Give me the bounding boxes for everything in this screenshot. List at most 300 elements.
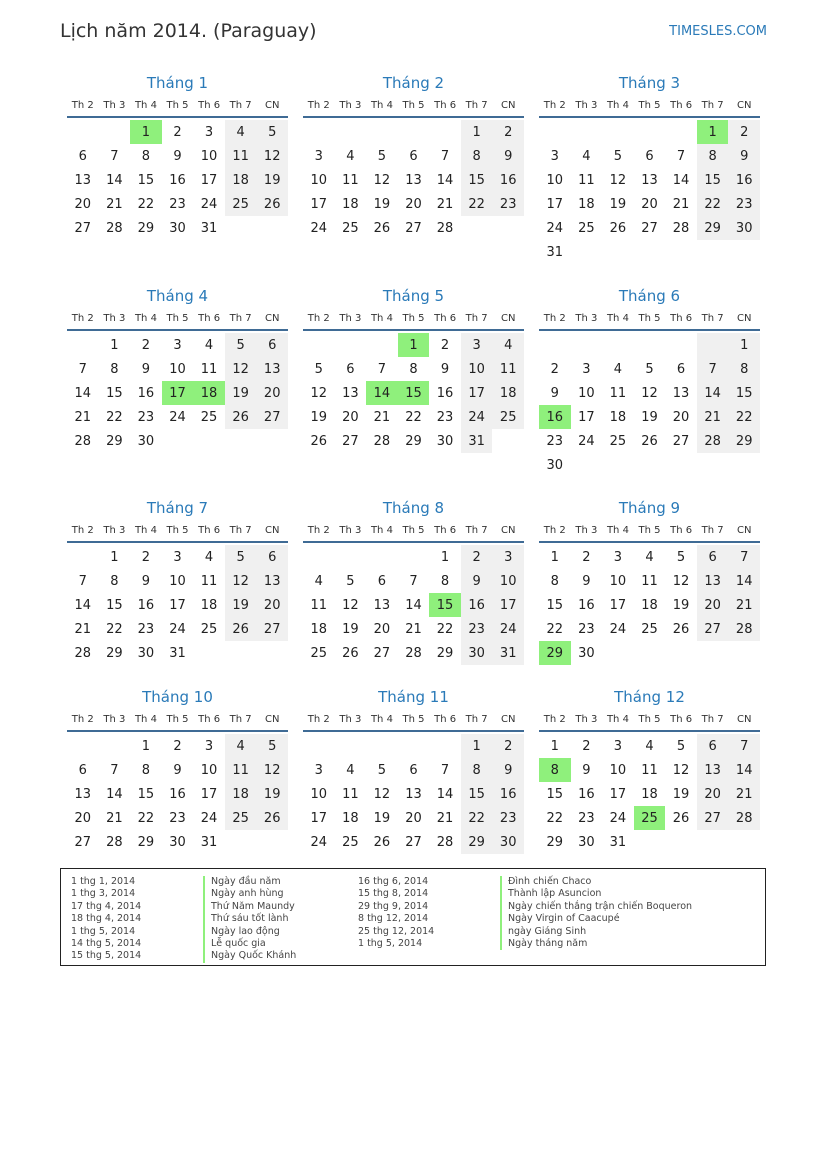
day-grid — [303, 333, 524, 453]
day-cell: 20 — [697, 782, 729, 806]
month-name: Tháng 6 — [618, 287, 681, 305]
empty-cell — [665, 641, 697, 665]
day-cell: 16 — [578, 597, 595, 613]
weekday-label: Th 3 — [575, 99, 598, 111]
day-cell: 12 — [672, 762, 690, 778]
empty-cell — [303, 734, 335, 758]
day-cell: 21 — [373, 409, 391, 425]
day-cell: 7 — [409, 573, 418, 589]
weekday-label: Th 4 — [606, 524, 629, 536]
day-cell: 9 — [461, 569, 493, 593]
day-cell: 4 — [346, 148, 355, 164]
month-block — [67, 495, 288, 665]
day-cell: 11 — [578, 172, 595, 188]
weekday-header — [539, 94, 760, 118]
day-cell: 13 — [672, 385, 690, 401]
day-cell: 1 — [550, 738, 559, 754]
day-cell: 24 — [200, 810, 218, 826]
day-cell: 21 — [728, 593, 760, 617]
day-cell: 30 — [578, 645, 595, 661]
empty-cell — [634, 240, 666, 264]
day-cell: 7 — [440, 762, 450, 778]
day-cell: 23 — [578, 621, 595, 637]
day-cell: 24 — [310, 834, 328, 850]
weekday-header — [539, 307, 760, 331]
weekday-label: Th 6 — [434, 524, 457, 536]
day-cell: 13 — [74, 786, 92, 802]
weekday-label: Th 3 — [103, 713, 126, 725]
legend-holiday-name: Ngày đầu năm — [203, 876, 296, 888]
day-cell: 3 — [461, 333, 493, 357]
empty-cell — [429, 734, 461, 758]
empty-cell — [571, 333, 603, 357]
brand-link[interactable]: TIMESLES.COM — [669, 24, 767, 39]
weekday-label: Th 2 — [543, 312, 566, 324]
day-cell: 21 — [74, 621, 92, 637]
day-cell: 18 — [641, 597, 658, 613]
day-cell: 30 — [461, 641, 493, 665]
day-cell: 5 — [377, 148, 387, 164]
weekday-label: Th 7 — [701, 713, 724, 725]
day-cell: 17 — [461, 381, 493, 405]
day-cell: 8 — [409, 361, 418, 377]
day-cell: 29 — [436, 645, 454, 661]
day-cell: 27 — [256, 617, 288, 641]
day-cell: 9 — [141, 361, 151, 377]
day-cell: 21 — [106, 196, 123, 212]
day-cell: 26 — [256, 806, 288, 830]
weekday-label: Th 4 — [134, 312, 157, 324]
day-cell: 1 — [141, 738, 151, 754]
day-cell: 24 — [546, 220, 564, 236]
day-cell: 17 — [609, 597, 627, 613]
day-cell: 2 — [141, 337, 151, 353]
day-cell: 26 — [609, 220, 627, 236]
day-cell: 28 — [697, 429, 729, 453]
day-cell: 21 — [728, 782, 760, 806]
legend-holiday-name: Thứ Năm Maundy — [203, 901, 296, 913]
weekday-label: Th 5 — [402, 99, 425, 111]
day-cell: 3 — [204, 738, 214, 754]
day-cell: 23 — [169, 810, 186, 826]
weekday-header — [303, 708, 524, 732]
month-name: Tháng 4 — [146, 287, 209, 305]
day-cell: 10 — [609, 573, 627, 589]
day-cell: 8 — [550, 573, 559, 589]
empty-cell — [697, 453, 729, 477]
day-cell: 24 — [200, 196, 218, 212]
weekday-label: Th 2 — [543, 99, 566, 111]
day-cell: 13 — [342, 385, 359, 401]
legend-right-dates — [358, 876, 434, 950]
holiday-legend — [60, 868, 766, 966]
day-cell: 2 — [173, 738, 182, 754]
day-cell: 13 — [697, 569, 729, 593]
legend-date: 1 thg 1, 2014 — [71, 876, 136, 887]
day-grid — [303, 120, 524, 240]
day-cell: 25 — [609, 433, 627, 449]
day-cell: 6 — [697, 545, 729, 569]
day-cell: 18 — [342, 810, 359, 826]
weekday-label: Th 4 — [606, 99, 629, 111]
day-cell: 1 — [110, 549, 119, 565]
day-cell: 30 — [546, 457, 564, 473]
day-cell: 24 — [169, 409, 186, 425]
day-cell: 4 — [225, 734, 257, 758]
day-cell: 27 — [342, 433, 359, 449]
empty-cell — [571, 120, 603, 144]
weekday-label: Th 4 — [134, 99, 157, 111]
day-cell: 29 — [106, 645, 123, 661]
day-cell: 15 — [137, 786, 155, 802]
day-cell: 3 — [314, 762, 323, 778]
day-cell: 19 — [672, 597, 690, 613]
day-cell: 25 — [492, 405, 524, 429]
weekday-header — [67, 94, 288, 118]
day-cell: 3 — [173, 549, 182, 565]
day-cell: 21 — [697, 405, 729, 429]
weekday-label: CN — [737, 524, 752, 536]
weekday-label: Th 2 — [71, 312, 94, 324]
day-cell: 28 — [728, 617, 760, 641]
empty-cell — [634, 120, 666, 144]
day-cell: 13 — [256, 357, 288, 381]
day-cell: 10 — [169, 361, 186, 377]
day-cell: 16 — [578, 786, 595, 802]
day-cell: 23 — [728, 192, 760, 216]
day-cell: 6 — [256, 333, 288, 357]
day-cell: 5 — [613, 148, 623, 164]
day-cell: 20 — [256, 593, 288, 617]
day-cell: 24 — [609, 810, 627, 826]
day-cell: 14 — [106, 172, 123, 188]
day-cell: 6 — [256, 545, 288, 569]
day-cell: 13 — [405, 172, 422, 188]
day-cell: 5 — [225, 545, 257, 569]
day-cell: 23 — [492, 192, 524, 216]
empty-cell — [602, 240, 634, 264]
day-cell: 26 — [373, 220, 391, 236]
day-cell: 27 — [373, 645, 391, 661]
day-cell: 9 — [492, 758, 524, 782]
day-cell: 31 — [200, 834, 218, 850]
empty-cell — [67, 120, 99, 144]
day-cell: 14 — [436, 172, 454, 188]
day-cell: 20 — [373, 621, 391, 637]
day-cell: 6 — [78, 762, 87, 778]
empty-cell — [634, 333, 666, 357]
day-cell: 15 — [398, 381, 430, 405]
empty-cell — [398, 734, 430, 758]
day-cell: 27 — [405, 220, 422, 236]
day-cell: 18 — [225, 168, 257, 192]
day-cell: 25 — [310, 645, 328, 661]
day-cell: 22 — [436, 621, 454, 637]
day-cell: 30 — [137, 645, 155, 661]
legend-date: 15 thg 8, 2014 — [358, 888, 429, 900]
day-grid — [539, 545, 760, 665]
day-cell: 9 — [728, 144, 760, 168]
month-name: Tháng 2 — [382, 74, 445, 92]
day-cell: 18 — [193, 381, 225, 405]
day-cell: 2 — [582, 738, 591, 754]
day-cell: 14 — [436, 786, 454, 802]
weekday-label: Th 7 — [465, 524, 488, 536]
day-cell: 31 — [200, 220, 218, 236]
day-cell: 15 — [461, 168, 493, 192]
weekday-label: Th 6 — [670, 524, 693, 536]
weekday-label: Th 7 — [701, 524, 724, 536]
weekday-label: Th 5 — [166, 99, 189, 111]
weekday-label: Th 5 — [638, 312, 661, 324]
empty-cell — [571, 453, 603, 477]
day-cell: 29 — [546, 834, 564, 850]
day-cell: 25 — [342, 220, 359, 236]
empty-cell — [728, 453, 760, 477]
empty-cell — [366, 120, 398, 144]
day-cell: 7 — [440, 148, 450, 164]
weekday-header — [303, 519, 524, 543]
day-cell: 10 — [609, 762, 627, 778]
day-cell: 6 — [78, 148, 87, 164]
day-cell: 17 — [162, 381, 194, 405]
day-grid — [67, 333, 288, 453]
day-cell: 12 — [373, 172, 391, 188]
empty-cell — [728, 641, 760, 665]
day-cell: 12 — [609, 172, 627, 188]
weekday-label: CN — [265, 713, 280, 725]
day-cell: 27 — [74, 834, 92, 850]
day-grid — [303, 734, 524, 854]
weekday-label: Th 4 — [370, 312, 393, 324]
day-cell: 27 — [641, 220, 658, 236]
day-cell: 16 — [436, 385, 454, 401]
legend-date: 25 thg 12, 2014 — [358, 925, 435, 937]
empty-cell — [728, 240, 760, 264]
weekday-header — [67, 519, 288, 543]
day-cell: 2 — [141, 549, 151, 565]
day-cell: 10 — [578, 385, 595, 401]
day-cell: 20 — [342, 409, 359, 425]
empty-cell — [303, 120, 335, 144]
day-cell: 3 — [613, 549, 623, 565]
empty-cell — [162, 429, 194, 453]
day-cell: 26 — [672, 810, 690, 826]
day-cell: 13 — [697, 758, 729, 782]
day-cell: 5 — [314, 361, 323, 377]
day-cell: 16 — [169, 172, 186, 188]
day-cell: 25 — [225, 806, 257, 830]
day-cell: 23 — [169, 196, 186, 212]
weekday-label: Th 6 — [198, 524, 221, 536]
weekday-label: Th 3 — [339, 312, 362, 324]
day-cell: 9 — [582, 762, 591, 778]
day-cell: 27 — [697, 617, 729, 641]
day-cell: 2 — [550, 361, 559, 377]
weekday-label: Th 6 — [198, 312, 221, 324]
day-cell: 29 — [106, 433, 123, 449]
day-cell: 30 — [137, 433, 155, 449]
month-block — [539, 684, 760, 854]
day-cell: 4 — [645, 549, 654, 565]
day-cell: 26 — [225, 405, 257, 429]
day-cell: 11 — [609, 385, 627, 401]
day-cell: 3 — [314, 148, 323, 164]
empty-cell — [366, 333, 398, 357]
month-name: Tháng 1 — [146, 74, 209, 92]
weekday-header — [539, 708, 760, 732]
weekday-label: Th 7 — [465, 713, 488, 725]
day-grid — [67, 545, 288, 665]
day-cell: 15 — [546, 597, 564, 613]
day-cell: 4 — [204, 337, 214, 353]
empty-cell — [665, 830, 697, 854]
day-cell: 16 — [137, 597, 155, 613]
day-cell: 26 — [373, 834, 391, 850]
day-cell: 9 — [582, 573, 591, 589]
day-cell: 13 — [74, 172, 92, 188]
day-cell: 4 — [645, 738, 654, 754]
day-cell: 21 — [74, 409, 92, 425]
weekday-label: Th 3 — [339, 713, 362, 725]
day-cell: 16 — [461, 593, 493, 617]
weekday-label: Th 7 — [229, 312, 252, 324]
legend-holiday-name: Ngày Quốc Khánh — [203, 950, 296, 962]
empty-cell — [398, 120, 430, 144]
day-cell: 6 — [409, 148, 418, 164]
empty-cell — [602, 641, 634, 665]
day-cell: 20 — [641, 196, 658, 212]
day-cell: 25 — [641, 621, 658, 637]
day-cell: 31 — [609, 834, 627, 850]
day-cell: 12 — [225, 357, 257, 381]
day-cell: 28 — [106, 834, 123, 850]
day-cell: 13 — [641, 172, 658, 188]
day-cell: 11 — [225, 758, 257, 782]
day-cell: 12 — [672, 573, 690, 589]
day-cell: 18 — [200, 597, 218, 613]
weekday-label: Th 4 — [606, 312, 629, 324]
empty-cell — [335, 333, 367, 357]
weekday-label: Th 4 — [134, 713, 157, 725]
empty-cell — [429, 120, 461, 144]
day-cell: 22 — [106, 621, 123, 637]
day-cell: 1 — [728, 333, 760, 357]
day-cell: 25 — [225, 192, 257, 216]
day-cell: 14 — [74, 597, 92, 613]
day-cell: 21 — [436, 196, 454, 212]
day-cell: 12 — [225, 569, 257, 593]
empty-cell — [634, 453, 666, 477]
legend-left-names — [203, 876, 296, 963]
month-block — [67, 70, 288, 240]
weekday-label: Th 2 — [71, 524, 94, 536]
weekday-label: Th 3 — [339, 524, 362, 536]
day-cell: 17 — [546, 196, 564, 212]
day-cell: 17 — [310, 196, 328, 212]
day-cell: 1 — [398, 333, 430, 357]
day-cell: 17 — [609, 786, 627, 802]
empty-cell — [256, 641, 288, 665]
empty-cell — [665, 333, 697, 357]
day-cell: 12 — [256, 758, 288, 782]
day-cell: 29 — [137, 834, 155, 850]
day-cell: 28 — [672, 220, 690, 236]
day-cell: 22 — [106, 409, 123, 425]
day-cell: 28 — [405, 645, 422, 661]
day-cell: 30 — [436, 433, 454, 449]
day-cell: 6 — [409, 762, 418, 778]
day-cell: 19 — [256, 168, 288, 192]
day-cell: 7 — [728, 734, 760, 758]
day-cell: 24 — [609, 621, 627, 637]
day-cell: 23 — [137, 621, 155, 637]
day-cell: 5 — [676, 738, 686, 754]
day-cell: 1 — [461, 734, 493, 758]
empty-cell — [634, 830, 666, 854]
day-cell: 16 — [539, 405, 571, 429]
day-cell: 22 — [461, 806, 493, 830]
day-cell: 18 — [492, 381, 524, 405]
day-cell: 7 — [697, 357, 729, 381]
day-cell: 4 — [346, 762, 355, 778]
day-cell: 7 — [78, 361, 87, 377]
day-cell: 11 — [200, 361, 218, 377]
month-block — [303, 70, 524, 240]
day-cell: 7 — [78, 573, 87, 589]
day-cell: 4 — [492, 333, 524, 357]
day-cell: 8 — [697, 144, 729, 168]
empty-cell — [256, 429, 288, 453]
weekday-label: Th 4 — [370, 99, 393, 111]
empty-cell — [571, 240, 603, 264]
day-cell: 10 — [200, 762, 218, 778]
weekday-label: Th 3 — [103, 312, 126, 324]
weekday-label: CN — [737, 99, 752, 111]
day-cell: 15 — [728, 381, 760, 405]
day-cell: 16 — [137, 385, 155, 401]
empty-cell — [193, 429, 225, 453]
weekday-label: CN — [501, 312, 516, 324]
day-cell: 23 — [436, 409, 454, 425]
weekday-label: Th 3 — [575, 713, 598, 725]
month-block — [303, 283, 524, 453]
day-cell: 8 — [728, 357, 760, 381]
day-cell: 31 — [169, 645, 186, 661]
day-cell: 23 — [492, 806, 524, 830]
day-cell: 6 — [645, 148, 654, 164]
day-grid — [539, 120, 760, 264]
day-cell: 11 — [492, 357, 524, 381]
day-cell: 6 — [346, 361, 355, 377]
day-cell: 3 — [492, 545, 524, 569]
empty-cell — [303, 545, 335, 569]
day-cell: 9 — [173, 148, 182, 164]
legend-date: 1 thg 5, 2014 — [358, 937, 423, 949]
empty-cell — [366, 545, 398, 569]
weekday-label: Th 6 — [434, 99, 457, 111]
weekday-label: Th 6 — [670, 713, 693, 725]
day-cell: 5 — [256, 734, 288, 758]
empty-cell — [303, 333, 335, 357]
weekday-label: Th 5 — [638, 524, 661, 536]
legend-date: 15 thg 5, 2014 — [71, 950, 142, 962]
weekday-label: Th 2 — [71, 99, 94, 111]
day-cell: 3 — [173, 337, 182, 353]
day-cell: 28 — [436, 220, 454, 236]
day-cell: 25 — [200, 409, 218, 425]
day-cell: 28 — [74, 645, 92, 661]
